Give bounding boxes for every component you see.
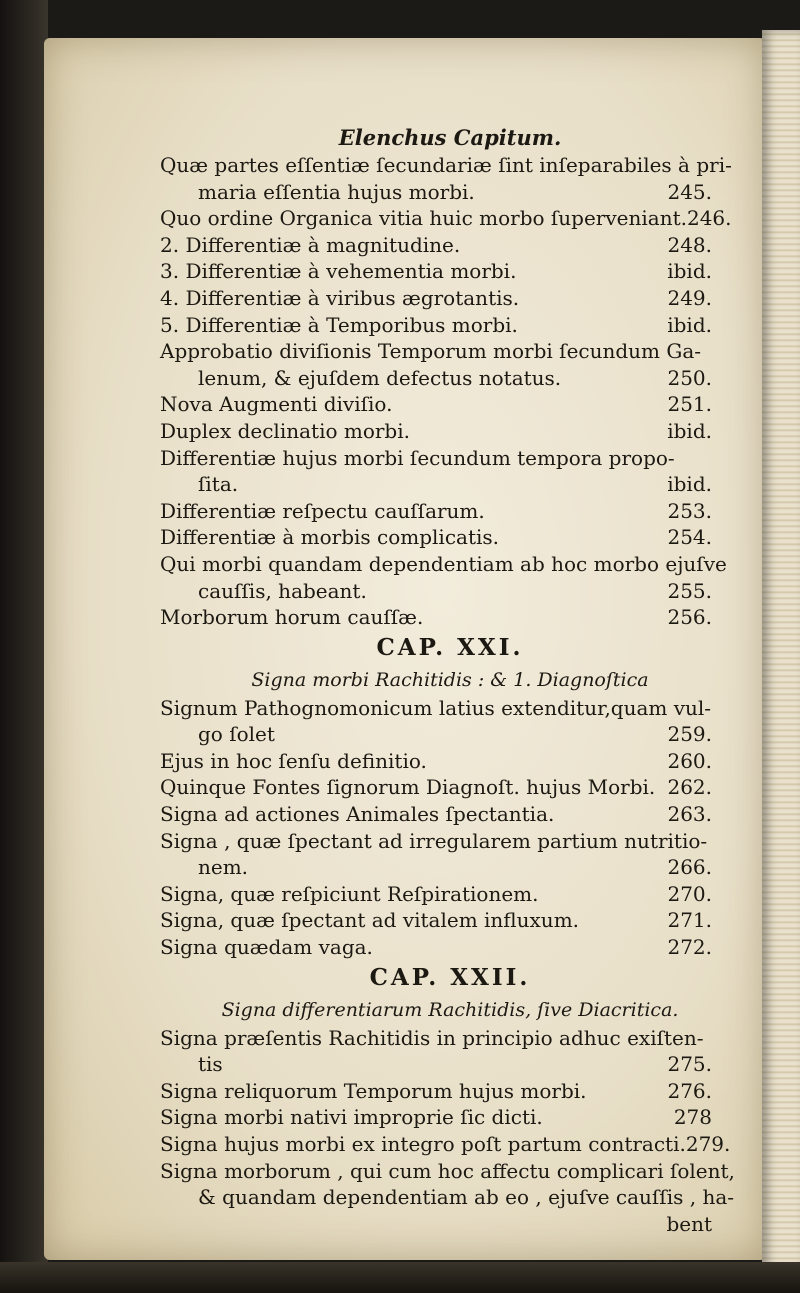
- toc-entry-text: Signa ad actiones Animales ſpectantia.: [160, 802, 555, 827]
- toc-entry-line: [160, 1211, 740, 1238]
- toc-entry-text: Quæ partes eſſentiæ ſecundariæ ſint inſeparabiles à pri-: [160, 153, 732, 177]
- toc-entry-line: [160, 578, 740, 605]
- toc-page-number: ibid.: [667, 418, 712, 443]
- toc-page-number: bent: [666, 1211, 712, 1236]
- chapter-heading-22: CAP. XXII.: [369, 963, 531, 991]
- toc-entry-line: [160, 881, 740, 908]
- toc-entry-text: Duplex declinatio morbi.: [160, 418, 410, 443]
- page-fore-edge: [762, 30, 800, 1270]
- toc-entry-line: [160, 471, 740, 498]
- toc-page-number: 255.: [667, 578, 712, 603]
- toc-entry-line: [160, 695, 740, 722]
- toc-page-number: 278: [673, 1105, 712, 1130]
- toc-page-number: 276.: [667, 1078, 712, 1103]
- toc-entry-text: nem.: [198, 855, 249, 880]
- toc-entry-line: [160, 774, 740, 801]
- toc-entry-text: Nova Augmenti diviſio.: [160, 392, 393, 417]
- toc-entry-line: [160, 1184, 740, 1211]
- book-spine-shadow: [0, 0, 48, 1293]
- toc-page-number: 251.: [667, 392, 712, 417]
- table-of-contents: [160, 124, 740, 1237]
- toc-page-number: 259.: [667, 722, 712, 747]
- toc-entry-line: [160, 205, 740, 232]
- toc-entry-line: [160, 365, 740, 392]
- toc-entry-text: Signa, quæ ſpectant ad vitalem influxum.: [160, 908, 580, 933]
- toc-entry-text: Differentiæ à morbis complicatis.: [160, 525, 499, 550]
- toc-page-number: ibid.: [667, 472, 712, 497]
- toc-entry-text: & quandam dependentiam ab eo , ejuſve cauſſis , ha-: [198, 1185, 735, 1210]
- toc-page-number: 262.: [667, 775, 712, 800]
- toc-page-number: 272.: [667, 935, 712, 960]
- running-header: Elenchus Capitum.: [338, 125, 562, 150]
- toc-entry-text: Signum Pathognomonicum latius extenditur,quam vul-: [160, 695, 712, 720]
- toc-entry-line: [160, 854, 740, 881]
- toc-entry-text: Signa, quæ reſpiciunt Reſpirationem.: [160, 881, 539, 906]
- toc-page-number: 271.: [667, 908, 712, 933]
- entries-chapter-21: [160, 695, 740, 961]
- toc-page-number: 260.: [667, 748, 712, 773]
- toc-entry-line: [160, 524, 740, 551]
- toc-entry-text: Signa præſentis Rachitidis in principio adhuc exiſten-: [160, 1025, 704, 1050]
- entries-chapter-20: [160, 152, 740, 631]
- toc-entry-text: 4. Differentiæ à viribus ægrotantis.: [160, 285, 520, 310]
- toc-entry-text: 2. Differentiæ à magnitudine.: [160, 232, 461, 257]
- toc-entry-line: [160, 721, 740, 748]
- toc-entry-line: [160, 907, 740, 934]
- toc-page-number: 263.: [667, 802, 712, 827]
- toc-entry-line: [160, 1025, 740, 1052]
- toc-page-number: 266.: [667, 855, 712, 880]
- toc-entry-text: Signa morbi nativi improprie ſic dicti.: [160, 1105, 543, 1130]
- toc-page-number: 256.: [667, 605, 712, 630]
- toc-page-number: 275.: [667, 1052, 712, 1077]
- toc-page-number: ibid.: [667, 312, 712, 337]
- toc-entry-text: lenum, & ejuſdem defectus notatus.: [198, 365, 562, 390]
- toc-entry-line: [160, 934, 740, 961]
- toc-entry-line: [160, 285, 740, 312]
- toc-entry-text: cauſſis, habeant.: [198, 578, 367, 603]
- toc-entry-line: [160, 748, 740, 775]
- toc-entry-line: [160, 604, 740, 631]
- chapter-heading-21: CAP. XXI.: [376, 633, 524, 661]
- toc-page-number: 270.: [667, 881, 712, 906]
- toc-entry-line: [160, 152, 740, 179]
- toc-page-number: 250.: [667, 365, 712, 390]
- toc-entry-text: Differentiæ reſpectu cauſſarum.: [160, 498, 485, 523]
- book-bottom-edge: [0, 1262, 800, 1293]
- toc-entry-text: Signa hujus morbi ex integro poſt partum contracti.279.: [160, 1132, 731, 1156]
- toc-page-number: 253.: [667, 498, 712, 523]
- toc-entry-line: [160, 551, 740, 578]
- chapter-subtitle-21: Signa morbi Rachitidis : & 1. Diagnoſtica: [251, 668, 649, 691]
- toc-entry-line: [160, 232, 740, 259]
- toc-entry-text: maria eſſentia hujus morbi.: [198, 179, 475, 204]
- toc-entry-line: [160, 1104, 740, 1131]
- toc-entry-line: [160, 1131, 740, 1158]
- toc-entry-line: [160, 498, 740, 525]
- entries-chapter-22: [160, 1025, 740, 1238]
- toc-entry-line: [160, 801, 740, 828]
- toc-entry-text: go ſolet: [198, 722, 275, 747]
- toc-entry-line: [160, 391, 740, 418]
- toc-entry-text: Signa , quæ ſpectant ad irregularem partium nutritio-: [160, 828, 708, 853]
- toc-page-number: 245.: [667, 179, 712, 204]
- toc-entry-line: [160, 1158, 740, 1185]
- toc-page-number: ibid.: [667, 259, 712, 284]
- toc-entry-text: Qui morbi quandam dependentiam ab hoc morbo ejuſve: [160, 551, 727, 576]
- toc-page-number: 249.: [667, 285, 712, 310]
- toc-entry-text: Morborum horum cauſſæ.: [160, 605, 424, 630]
- toc-entry-line: [160, 312, 740, 339]
- toc-entry-text: Signa quædam vaga.: [160, 935, 373, 960]
- toc-entry-line: [160, 1078, 740, 1105]
- toc-page-number: 248.: [667, 232, 712, 257]
- toc-entry-line: [160, 418, 740, 445]
- chapter-subtitle-22: Signa differentiarum Rachitidis, ſive Diacritica.: [221, 998, 679, 1021]
- toc-entry-text: ſita.: [198, 472, 239, 497]
- toc-entry-line: [160, 828, 740, 855]
- toc-entry-line: [160, 1051, 740, 1078]
- toc-entry-text: Signa reliquorum Temporum hujus morbi.: [160, 1078, 587, 1103]
- toc-entry-line: [160, 258, 740, 285]
- toc-entry-text: Signa morborum , qui cum hoc affectu complicari ſolent,: [160, 1158, 735, 1183]
- toc-entry-line: [160, 338, 740, 365]
- toc-entry-text: Ejus in hoc ſenſu definitio.: [160, 748, 427, 773]
- toc-entry-text: Approbatio diviſionis Temporum morbi ſecundum Ga-: [160, 339, 702, 364]
- toc-entry-line: [160, 445, 740, 472]
- toc-entry-text: 3. Differentiæ à vehementia morbi.: [160, 259, 517, 284]
- toc-page-number: 254.: [667, 525, 712, 550]
- toc-entry-text: 5. Differentiæ à Temporibus morbi.: [160, 312, 518, 337]
- toc-entry-line: [160, 179, 740, 206]
- toc-entry-text: tis: [198, 1052, 223, 1077]
- toc-entry-text: Quo ordine Organica vitia huic morbo ſuperveniant.246.: [160, 206, 732, 231]
- toc-entry-text: Quinque Fontes ſignorum Diagnoſt. hujus Morbi.: [160, 775, 656, 800]
- toc-entry-text: Differentiæ hujus morbi ſecundum tempora propo-: [160, 445, 675, 470]
